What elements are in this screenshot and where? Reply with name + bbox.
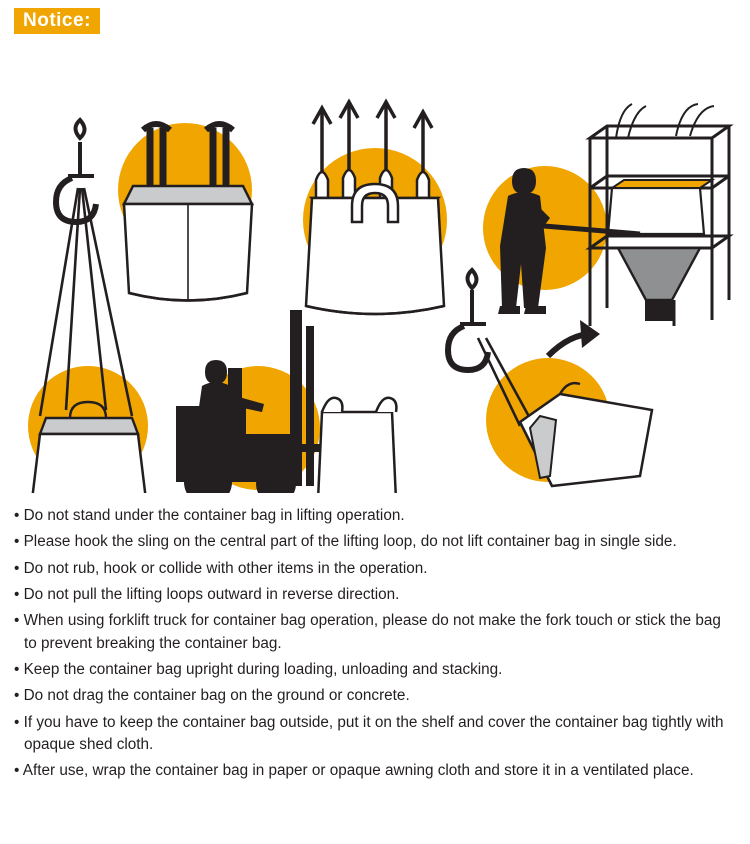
rule-text: Keep the container bag upright during loading, unloading and stacking.	[23, 660, 503, 678]
panel-worker-hopper	[483, 104, 729, 326]
forklift-mast-inner	[306, 326, 314, 486]
bag-top-surface	[612, 180, 712, 188]
rule-item	[14, 610, 736, 655]
bullet-icon: •	[14, 533, 20, 551]
bag-top-plate	[124, 186, 252, 204]
bullet-icon: •	[14, 612, 20, 630]
panel-dragging-bag-hook	[448, 270, 652, 486]
bag-body	[32, 434, 146, 493]
bag-hanging-straps	[616, 104, 714, 138]
hook-eye	[468, 270, 477, 288]
loop-right	[206, 124, 233, 130]
rule-text: When using forklift truck for container bag operation, please do not make the fork touch or stick the bag to prevent breaking the container bag.	[23, 612, 721, 652]
driver-head	[205, 360, 227, 384]
rule-item	[14, 685, 736, 707]
rule-item	[14, 531, 736, 553]
loop-4	[417, 172, 429, 198]
bullet-icon: •	[14, 687, 20, 705]
rule-item	[14, 558, 736, 580]
rule-text: After use, wrap the container bag in paper or opaque awning cloth and store it in a ventilated place.	[22, 762, 694, 780]
bag-loop-right	[376, 398, 396, 412]
bullet-icon: •	[14, 507, 20, 524]
illustration-panel-group	[0, 38, 750, 493]
rule-text: Do not pull the lifting loops outward in reverse direction.	[23, 585, 400, 603]
rule-item	[14, 760, 736, 782]
rule-item	[14, 505, 736, 527]
illustrations-svg	[0, 38, 750, 493]
hook-eye	[76, 120, 85, 138]
rule-item	[14, 712, 736, 757]
bag-body	[318, 412, 396, 493]
panel-two-point-lift-bag	[118, 123, 252, 301]
rule-item	[14, 584, 736, 606]
bullet-icon: •	[14, 559, 20, 577]
bag-in-frame	[608, 188, 704, 234]
notice-badge: Notice:	[14, 8, 100, 34]
bullet-icon: •	[14, 585, 20, 603]
rule-text: Please hook the sling on the central part of the lifting loop, do not lift container bag in single side.	[23, 533, 677, 551]
bullet-icon: •	[14, 762, 20, 780]
rules-list	[14, 505, 736, 787]
loop-left	[143, 124, 170, 130]
bag-loop-left	[322, 398, 342, 412]
rule-text: Do not stand under the container bag in lifting operation.	[23, 507, 405, 524]
loop-1	[316, 172, 328, 198]
rule-text: If you have to keep the container bag outside, put it on the shelf and cover the container bag tightly with opaque shed cloth.	[23, 713, 724, 753]
worker-foot-right	[524, 306, 546, 314]
bullet-icon: •	[14, 713, 20, 731]
rule-text: Do not rub, hook or collide with other items in the operation.	[23, 559, 428, 577]
hopper-outlet	[646, 300, 672, 320]
rule-text: Do not drag the container bag on the ground or concrete.	[23, 687, 410, 705]
bag-body	[306, 198, 444, 314]
worker-foot-left	[498, 306, 520, 314]
panel-four-loop-vertical-lift	[303, 102, 447, 314]
panel-forklift-truck	[176, 310, 396, 493]
bag-top-plate	[40, 418, 138, 434]
hopper-funnel	[618, 248, 700, 300]
bullet-icon: •	[14, 660, 20, 678]
worker-head	[512, 168, 536, 194]
rule-item	[14, 659, 736, 681]
